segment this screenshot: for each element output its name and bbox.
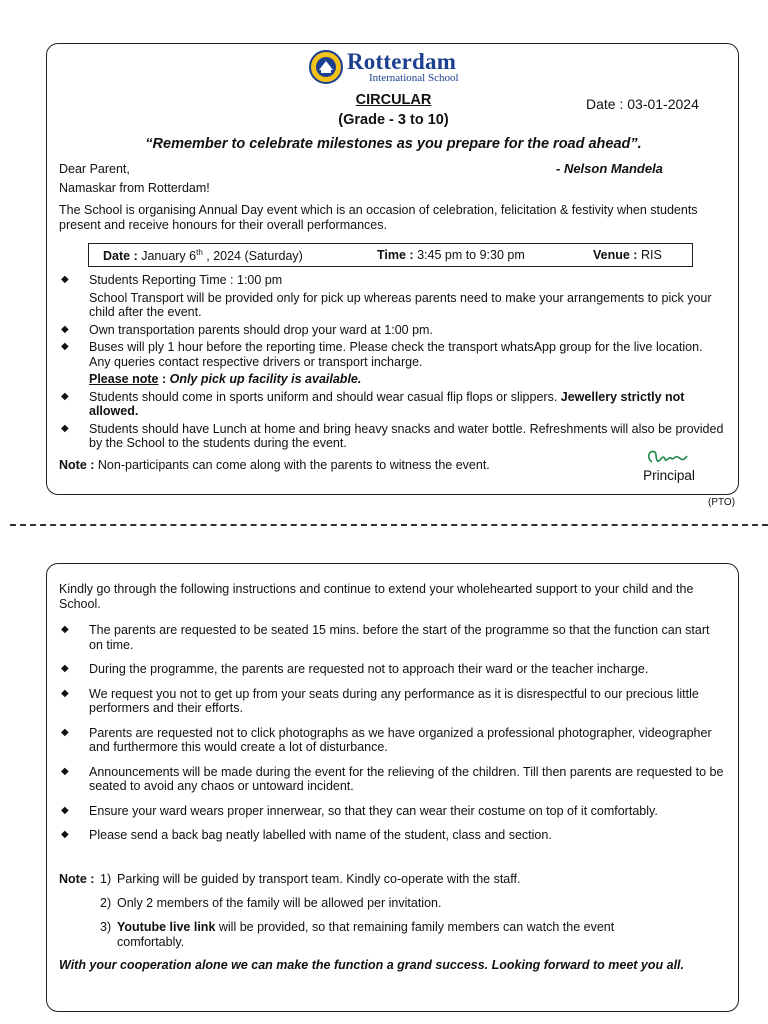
note-participants: Note : Non-participants can come along with the parents to witness the event. bbox=[59, 458, 490, 472]
school-crest-icon bbox=[309, 50, 343, 84]
diamond-bullet-icon: ◆ bbox=[61, 323, 69, 335]
list-item: ◆ Ensure your ward wears proper innerwear, so that they can wear their costume on top of it comfortably. bbox=[61, 803, 658, 818]
parent-instructions-list bbox=[59, 623, 725, 843]
list-item: ◆ Own transportation parents should drop your ward at 1:00 pm. bbox=[61, 322, 433, 337]
signature-icon bbox=[643, 446, 695, 468]
instructions-intro: Kindly go through the following instructions and continue to extend your wholehearted support to your child and the School. bbox=[59, 582, 694, 611]
event-info-box bbox=[88, 243, 693, 267]
principal-label: Principal bbox=[643, 468, 695, 483]
namaskar: Namaskar from Rotterdam! bbox=[59, 181, 210, 195]
circular-grade: (Grade - 3 to 10) bbox=[338, 112, 449, 128]
quote-author: - Nelson Mandela bbox=[556, 161, 663, 176]
list-item: ◆ The parents are requested to be seated 15 mins. before the start of the programme so that the function can start on time. bbox=[61, 623, 710, 652]
greeting: Dear Parent, bbox=[59, 162, 130, 176]
event-instructions-list bbox=[59, 273, 725, 451]
list-item: ◆ Parents are requested not to click photographs as we have organized a professional photographer, videographer and furthermore this would create a lot of disturbance. bbox=[61, 725, 712, 754]
logo-subtitle: International School bbox=[369, 72, 459, 84]
notes-section bbox=[59, 872, 727, 952]
cut-line-divider bbox=[10, 524, 768, 526]
list-item: ◆ Buses will ply 1 hour before the reporting time. Please check the transport whatsApp group for the live location. Any queries contact respective drivers or transport incharge. bbox=[61, 340, 703, 369]
note-item-3: 3) Youtube live link will be provided, so that remaining family members can watch the event comfortably. bbox=[100, 920, 615, 949]
diamond-bullet-icon: ◆ bbox=[61, 422, 69, 434]
logo-name: Rotterdam bbox=[347, 49, 457, 74]
event-venue: Venue : RIS bbox=[593, 248, 662, 262]
diamond-bullet-icon: ◆ bbox=[61, 274, 69, 285]
school-logo bbox=[309, 50, 459, 84]
diamond-bullet-icon: ◆ bbox=[61, 804, 69, 816]
diamond-bullet-icon: ◆ bbox=[61, 390, 69, 402]
list-item: ◆ Students should have Lunch at home and bring heavy snacks and water bottle. Refreshments will also be provided by the School to the students during the event. bbox=[61, 421, 724, 450]
list-item: ◆ During the programme, the parents are requested not to approach their ward or the teacher incharge. bbox=[61, 662, 649, 676]
pto-label: (PTO) bbox=[708, 497, 736, 508]
instructions-card bbox=[46, 563, 739, 1012]
circular-card bbox=[46, 43, 739, 495]
intro-paragraph: The School is organising Annual Day event which is an occasion of celebration, felicitation & festivity when students present and receive honours for their overall performances. bbox=[59, 203, 698, 232]
diamond-bullet-icon: ◆ bbox=[61, 829, 69, 840]
list-item-no-bullet: School Transport will be provided only for pick up whereas parents need to make your arrangements to pick your child after the event. bbox=[89, 290, 712, 319]
please-note: Please note : Only pick up facility is available. bbox=[89, 372, 362, 386]
principal-signature bbox=[639, 446, 699, 483]
quote-text: “Remember to celebrate milestones as you prepare for the road ahead”. bbox=[145, 136, 642, 152]
circular-title: CIRCULAR bbox=[355, 92, 432, 108]
event-date: Date : January 6th , 2024 (Saturday) bbox=[103, 248, 303, 264]
circular-date: Date : 03-01-2024 bbox=[586, 96, 699, 112]
list-item: ◆ Students Reporting Time : 1:00 pm bbox=[61, 273, 283, 287]
diamond-bullet-icon: ◆ bbox=[61, 765, 69, 777]
closing-message: With your cooperation alone we can make the function a grand success. Looking forward to meet you all. bbox=[59, 958, 684, 972]
note-item-2: 2) Only 2 members of the family will be allowed per invitation. bbox=[100, 896, 442, 910]
diamond-bullet-icon: ◆ bbox=[61, 663, 69, 674]
note-item-1: Note : 1) Parking will be guided by transport team. Kindly co-operate with the staff. bbox=[59, 872, 521, 886]
event-time: Time : 3:45 pm to 9:30 pm bbox=[377, 248, 525, 262]
diamond-bullet-icon: ◆ bbox=[61, 341, 69, 352]
list-item: ◆ Please send a back bag neatly labelled with name of the student, class and section. bbox=[61, 828, 552, 842]
list-item: ◆ Students should come in sports uniform and should wear casual flip flops or slippers. Jewellery strictly not allowed. bbox=[61, 389, 685, 418]
list-item: ◆ Announcements will be made during the event for the relieving of the children. Till then parents are requested to be seated to avoid any chaos or untoward incident. bbox=[61, 764, 724, 793]
list-item: ◆ We request you not to get up from your seats during any performance as it is disrespectful to our precious little performers and their efforts. bbox=[61, 686, 699, 715]
diamond-bullet-icon: ◆ bbox=[61, 624, 69, 635]
diamond-bullet-icon: ◆ bbox=[61, 687, 69, 699]
diamond-bullet-icon: ◆ bbox=[61, 726, 69, 738]
